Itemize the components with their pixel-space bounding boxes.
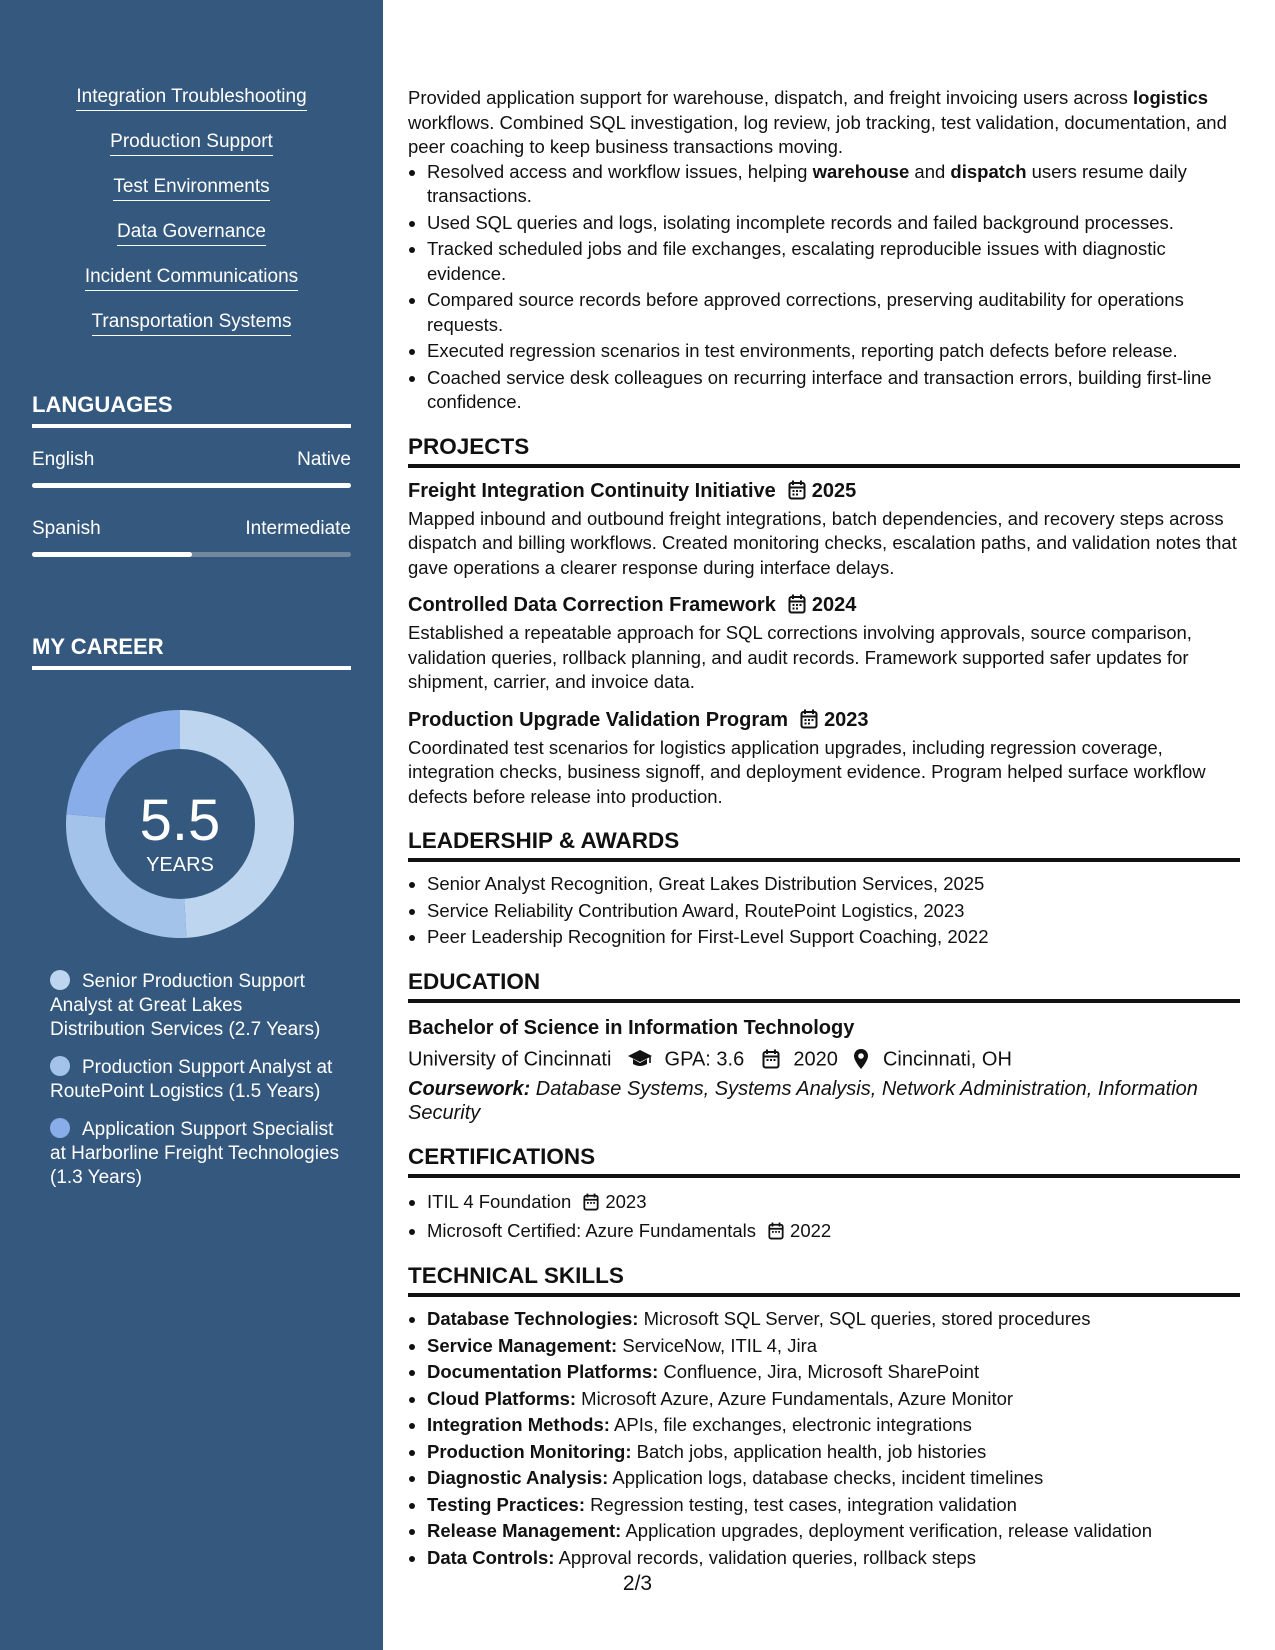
skill-values: Microsoft SQL Server, SQL queries, stored procedures bbox=[638, 1308, 1091, 1330]
skill-category: Release Management: bbox=[427, 1520, 622, 1542]
career-heading: MY CAREER bbox=[32, 634, 351, 670]
career-unit: YEARS bbox=[146, 854, 214, 876]
projects-heading: PROJECTS bbox=[408, 433, 1240, 468]
skill-category: Testing Practices: bbox=[427, 1493, 585, 1515]
career-total: 5.5 bbox=[139, 788, 221, 853]
skill-category: Service Management: bbox=[427, 1334, 618, 1356]
career-item bbox=[50, 970, 340, 1042]
skill-values: Application upgrades, deployment verification, release validation bbox=[621, 1520, 1152, 1542]
skill-category: Cloud Platforms: bbox=[427, 1387, 577, 1409]
award-item: • Peer Leadership Recognition for First-Level Support Coaching, 2022 bbox=[427, 925, 1240, 950]
certification-year: 2023 bbox=[605, 1191, 647, 1213]
education-heading: EDUCATION bbox=[408, 968, 1240, 1003]
skill-values: Approval records, validation queries, rollback steps bbox=[554, 1546, 977, 1568]
career-label: Production Support Analyst at RoutePoint Logistics (1.5 Years) bbox=[50, 1057, 333, 1102]
technical-skills-heading: TECHNICAL SKILLS bbox=[408, 1262, 1240, 1297]
page-number: 2/3 bbox=[622, 1572, 653, 1595]
skill-category: Database Technologies: bbox=[427, 1308, 639, 1330]
career-label: Application Support Specialist at Harborline Freight Technologies (1.3 Years) bbox=[50, 1119, 340, 1188]
skill-values: Microsoft Azure, Azure Fundamentals, Azure Monitor bbox=[576, 1387, 1014, 1409]
map-pin-icon bbox=[853, 1048, 869, 1070]
certification-name: Microsoft Certified: Azure Fundamentals bbox=[427, 1220, 757, 1242]
technical-skill-item bbox=[427, 1466, 1240, 1491]
skill-tag: Transportation Systems bbox=[92, 311, 292, 336]
language-bar-fill bbox=[32, 552, 192, 557]
career-donut-chart bbox=[66, 710, 294, 938]
technical-skills-list bbox=[408, 1307, 1240, 1570]
project-name: Freight Integration Continuity Initiative bbox=[408, 479, 776, 502]
legend-dot-icon bbox=[50, 970, 70, 990]
career-legend bbox=[50, 970, 340, 1204]
bullet-text: Resolved access and workflow issues, helping bbox=[427, 160, 813, 182]
graduation-year: 2020 bbox=[793, 1048, 838, 1071]
skill-values: Regression testing, test cases, integration validation bbox=[585, 1493, 1017, 1515]
certifications-heading: CERTIFICATIONS bbox=[408, 1143, 1240, 1178]
leadership-list bbox=[408, 872, 1240, 950]
award-item: • Senior Analyst Recognition, Great Lakes Distribution Services, 2025 bbox=[427, 872, 1240, 897]
certification-name: ITIL 4 Foundation bbox=[427, 1191, 572, 1213]
career-label: Senior Production Support Analyst at Great Lakes Distribution Services (2.7 Years) bbox=[50, 971, 321, 1040]
project-name: Production Upgrade Validation Program bbox=[408, 708, 789, 731]
sidebar bbox=[0, 0, 383, 1650]
experience-bullet bbox=[427, 160, 1240, 209]
language-name: English bbox=[32, 449, 95, 470]
technical-skill-item bbox=[427, 1334, 1240, 1359]
award-item: • Service Reliability Contribution Award, RoutePoint Logistics, 2023 bbox=[427, 899, 1240, 924]
experience-bullet: • Executed regression scenarios in test environments, reporting patch defects before release. bbox=[427, 339, 1240, 364]
bullet-text: and bbox=[909, 160, 951, 182]
skill-values: Application logs, database checks, incident timelines bbox=[608, 1467, 1044, 1489]
experience-bullet: • Compared source records before approved corrections, preserving auditability for operations requests. bbox=[427, 288, 1240, 337]
language-bar-fill bbox=[32, 483, 351, 488]
summary-text: workflows. Combined SQL investigation, log review, job tracking, test validation, documentation, and peer coaching to keep business transactions moving. bbox=[408, 111, 1227, 157]
coursework-list: Database Systems, Systems Analysis, Network Administration, Information Security bbox=[408, 1078, 1198, 1125]
legend-dot-icon bbox=[50, 1056, 70, 1076]
skills-list bbox=[0, 86, 383, 356]
language-bar bbox=[32, 552, 351, 557]
language-name: Spanish bbox=[32, 518, 101, 539]
skill-category: Diagnostic Analysis: bbox=[427, 1467, 609, 1489]
certifications-list bbox=[408, 1188, 1240, 1244]
skill-values: Confluence, Jira, Microsoft SharePoint bbox=[658, 1361, 980, 1383]
calendar-icon bbox=[800, 709, 818, 729]
project-title-row bbox=[408, 478, 1240, 504]
calendar-icon bbox=[788, 594, 806, 614]
project-title-row bbox=[408, 592, 1240, 618]
language-english bbox=[32, 449, 351, 488]
school-location: Cincinnati, OH bbox=[882, 1048, 1012, 1071]
skill-tag: Data Governance bbox=[117, 221, 266, 246]
bullet-bold: dispatch bbox=[950, 160, 1027, 182]
technical-skill-item bbox=[427, 1493, 1240, 1518]
calendar-icon bbox=[583, 1193, 599, 1211]
language-spanish bbox=[32, 518, 351, 557]
experience-bullet: • Coached service desk colleagues on recurring interface and transaction errors, building first-line confidence. bbox=[427, 366, 1240, 415]
technical-skill-item bbox=[427, 1519, 1240, 1544]
project-item bbox=[408, 707, 1240, 810]
skill-values: APIs, file exchanges, electronic integrations bbox=[609, 1414, 972, 1436]
technical-skill-item bbox=[427, 1546, 1240, 1571]
coursework-label: Coursework: bbox=[408, 1078, 531, 1101]
school-name: University of Cincinnati bbox=[408, 1048, 612, 1071]
education-details bbox=[408, 1045, 1240, 1074]
project-title-row bbox=[408, 707, 1240, 733]
technical-skill-item bbox=[427, 1413, 1240, 1438]
skill-tag: Test Environments bbox=[113, 176, 269, 201]
skill-tag: Integration Troubleshooting bbox=[76, 86, 306, 111]
technical-skill-item bbox=[427, 1387, 1240, 1412]
summary-text: Provided application support for warehouse, dispatch, and freight invoicing users across bbox=[408, 87, 1133, 108]
certification-item bbox=[427, 1188, 1240, 1215]
skill-tag: Incident Communications bbox=[85, 266, 298, 291]
main-content bbox=[408, 86, 1240, 1572]
language-bar bbox=[32, 483, 351, 488]
calendar-icon bbox=[788, 480, 806, 500]
project-name: Controlled Data Correction Framework bbox=[408, 594, 776, 616]
language-level: Intermediate bbox=[245, 518, 351, 539]
project-item bbox=[408, 478, 1240, 581]
calendar-icon bbox=[762, 1049, 780, 1069]
bullet-text: users resume daily transactions. bbox=[427, 160, 1187, 206]
project-description: Coordinated test scenarios for logistics application upgrades, including regression coverage, integration checks, business signoff, and deployment evidence. Program helped surface workflow defects before release into production. bbox=[408, 736, 1206, 807]
bullet-bold: warehouse bbox=[812, 160, 910, 182]
project-year: 2024 bbox=[811, 594, 857, 616]
skill-values: ServiceNow, ITIL 4, Jira bbox=[617, 1334, 818, 1356]
skill-category: Integration Methods: bbox=[427, 1414, 610, 1436]
skill-category: Documentation Platforms: bbox=[427, 1361, 659, 1383]
projects-list bbox=[408, 478, 1240, 810]
summary-bold: logistics bbox=[1133, 87, 1209, 108]
project-description: Established a repeatable approach for SQL corrections involving approvals, source comparison, validation queries, rollback planning, and audit records. Framework supported safer updates for shipment, carrier, and invoice data. bbox=[408, 622, 1192, 692]
graduation-cap-icon bbox=[627, 1049, 653, 1069]
experience-summary bbox=[408, 86, 1240, 160]
language-level: Native bbox=[297, 449, 351, 470]
skill-category: Data Controls: bbox=[427, 1546, 555, 1568]
project-year: 2023 bbox=[824, 708, 869, 731]
legend-dot-icon bbox=[50, 1118, 70, 1138]
skill-tag: Production Support bbox=[110, 131, 273, 156]
gpa: GPA: 3.6 bbox=[664, 1048, 745, 1071]
project-item bbox=[408, 592, 1240, 695]
coursework bbox=[408, 1077, 1240, 1125]
experience-bullet: • Used SQL queries and logs, isolating incomplete records and failed background processes. bbox=[427, 211, 1240, 236]
experience-bullet: • Tracked scheduled jobs and file exchanges, escalating reproducible issues with diagnostic evidence. bbox=[427, 237, 1240, 286]
certification-item bbox=[427, 1217, 1240, 1244]
career-item bbox=[50, 1118, 340, 1190]
project-year: 2025 bbox=[811, 479, 857, 502]
technical-skill-item bbox=[427, 1360, 1240, 1385]
technical-skill-item bbox=[427, 1307, 1240, 1332]
leadership-heading: LEADERSHIP & AWARDS bbox=[408, 827, 1240, 862]
project-description: Mapped inbound and outbound freight integrations, batch dependencies, and recovery steps across dispatch and billing workflows. Created monitoring checks, escalation paths, and validation notes that gave operations a clearer response during interface delays. bbox=[408, 507, 1237, 578]
technical-skill-item bbox=[427, 1440, 1240, 1465]
degree-title: Bachelor of Science in Information Technology bbox=[408, 1016, 855, 1039]
languages-heading: LANGUAGES bbox=[32, 392, 351, 428]
skill-category: Production Monitoring: bbox=[427, 1440, 632, 1462]
experience-bullets bbox=[408, 160, 1240, 415]
skill-values: Batch jobs, application health, job histories bbox=[631, 1440, 987, 1462]
career-item bbox=[50, 1056, 340, 1104]
calendar-icon bbox=[768, 1222, 784, 1240]
certification-year: 2022 bbox=[790, 1220, 832, 1242]
